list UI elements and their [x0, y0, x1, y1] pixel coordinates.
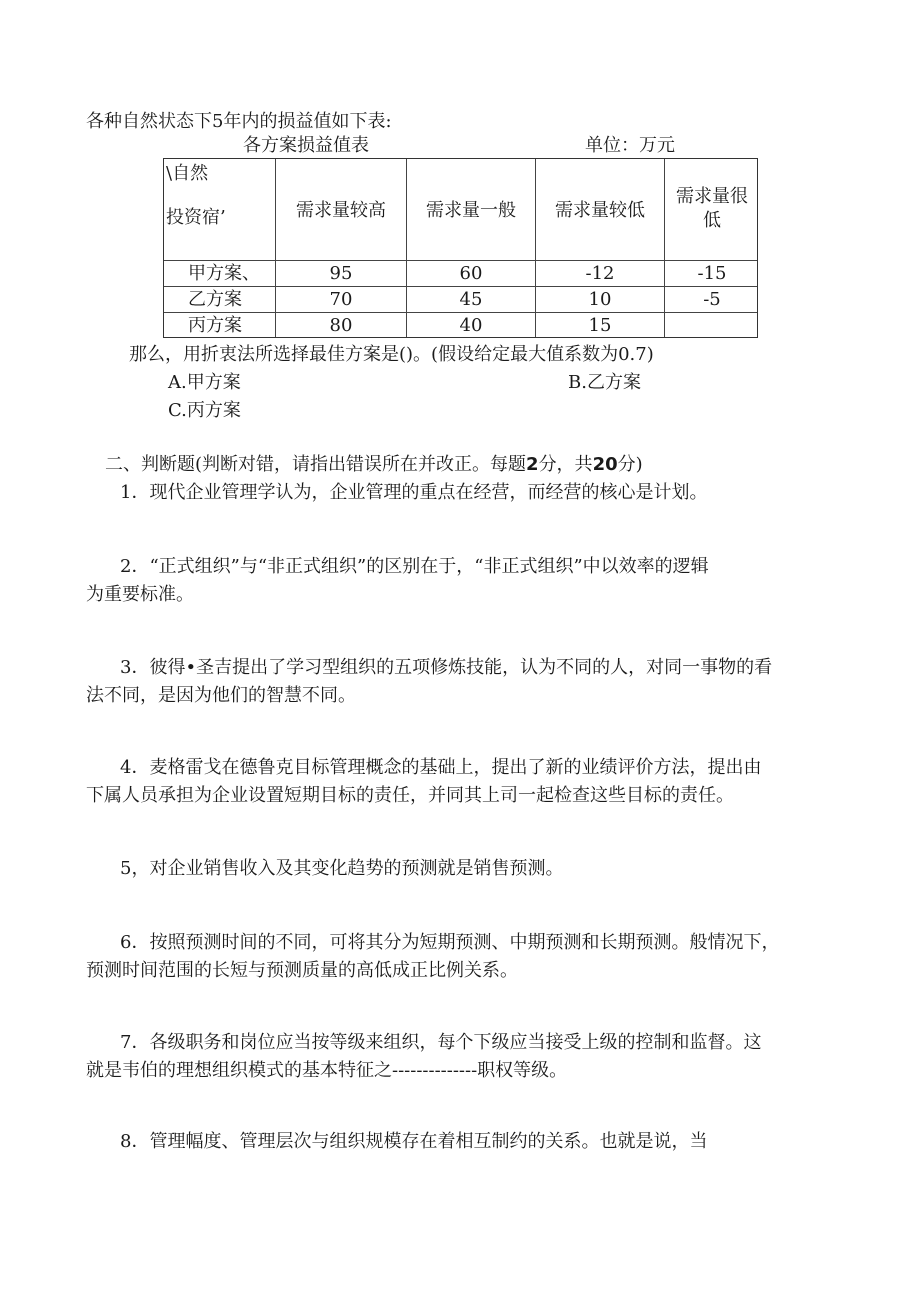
heading-mid: 分，共 — [538, 454, 593, 475]
heading-post: 分) — [617, 454, 643, 475]
table-cell: 70 — [329, 289, 353, 310]
corner-header-bottom: 投资宿’ — [166, 207, 226, 228]
item-4-line2: 下属人员承担为企业设置短期目标的责任，并同其上司一起检查这些目标的责任。 — [86, 785, 734, 806]
row-label: 乙方案 — [188, 289, 242, 310]
table-unit: 单位：万元 — [585, 135, 675, 156]
item-4-line1: 4．麦格雷戈在德鲁克目标管理概念的基础上，提出了新的业绩评价方法，提出由 — [120, 757, 762, 778]
heading-pre: 二、判断题(判断对错，请指出错误所在并改正。每题 — [105, 454, 527, 475]
item-6-line2: 预测时间范围的长短与预测质量的高低成正比例关系。 — [86, 960, 518, 981]
row-label: 甲方案、 — [188, 263, 260, 284]
item-6-line1: 6．按照预测时间的不同，可将其分为短期预测、中期预测和长期预测。般情况下， — [120, 932, 780, 953]
table-cell: -12 — [585, 263, 615, 284]
option-b: B.乙方案 — [568, 372, 641, 393]
table-cell: 80 — [329, 315, 353, 336]
table-cell: 45 — [459, 289, 483, 310]
item-5-line1: 5，对企业销售收入及其变化趋势的预测就是销售预测。 — [120, 858, 564, 879]
payoff-table — [163, 158, 758, 338]
item-7-line2: 就是韦伯的理想组织模式的基本特征之--------------职权等级。 — [86, 1060, 568, 1081]
points-each: 2 — [526, 454, 539, 475]
item-1-line1: 1．现代企业管理学认为，企业管理的重点在经营，而经营的核心是计划。 — [120, 482, 708, 503]
item-2-line2: 为重要标准。 — [86, 584, 194, 605]
intro-text: 各种自然状态下5年内的损益值如下表: — [86, 111, 392, 132]
column-header: 需求量较低 — [555, 200, 645, 221]
corner-header-top: \自然 — [166, 163, 209, 184]
table-title: 各方案损益值表 — [243, 135, 369, 156]
section-heading — [105, 453, 643, 477]
item-7-line1: 7．各级职务和岗位应当按等级来组织，每个下级应当接受上级的控制和监督。这 — [120, 1032, 762, 1053]
row-label: 丙方案 — [188, 315, 242, 336]
points-total: 20 — [592, 454, 618, 475]
column-header: 需求量较高 — [296, 200, 386, 221]
table-cell: 15 — [588, 315, 612, 336]
column-header: 需求量一般 — [426, 200, 516, 221]
question-stem: 那么，用折衷法所选择最佳方案是()。(假设给定最大值系数为0.7) — [129, 344, 654, 365]
table-cell: -5 — [703, 289, 721, 310]
option-a: A.甲方案 — [168, 372, 241, 393]
table-cell: 10 — [588, 289, 612, 310]
item-8-line1: 8．管理幅度、管理层次与组织规模存在着相互制约的关系。也就是说，当 — [120, 1131, 708, 1152]
option-c: C.丙方案 — [168, 400, 241, 421]
column-header: 需求量很低 — [676, 186, 748, 231]
table-cell: 95 — [329, 263, 353, 284]
item-2-line1: 2．“正式组织”与“非正式组织”的区别在于，“非正式组织”中以效率的逻辑 — [120, 556, 709, 577]
table-cell: 40 — [459, 315, 483, 336]
item-3-line2: 法不同，是因为他们的智慧不同。 — [86, 685, 356, 706]
table-cell: -15 — [697, 263, 727, 284]
table-cell: 60 — [459, 263, 483, 284]
item-3-line1: 3．彼得•圣吉提出了学习型组织的五项修炼技能，认为不同的人，对同一事物的看 — [120, 657, 773, 678]
